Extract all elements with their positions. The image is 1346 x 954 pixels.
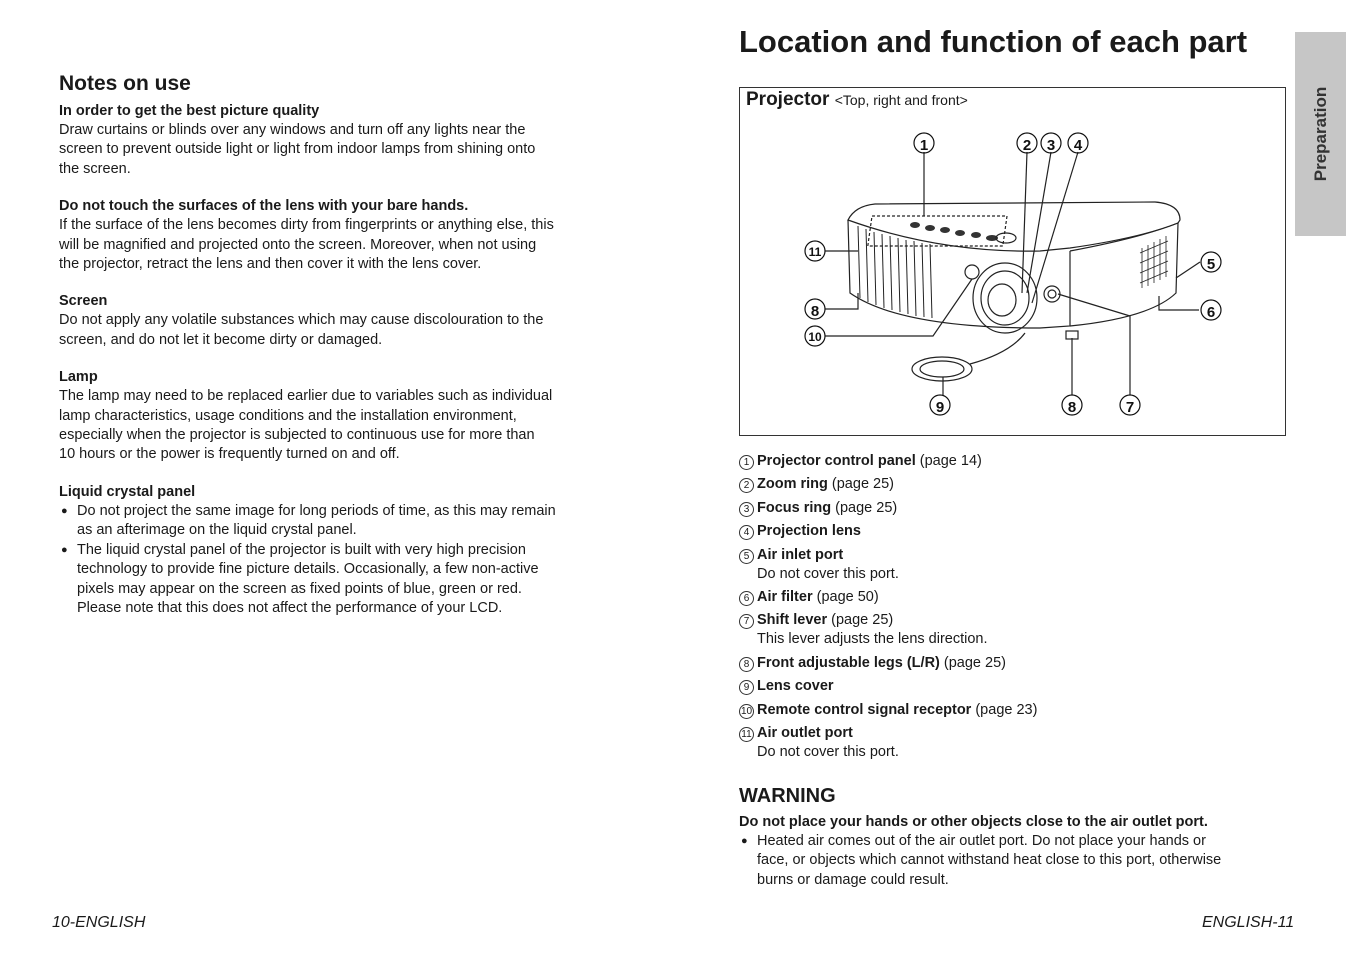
part-text	[757, 677, 834, 696]
lcd-title: Liquid crystal panel	[59, 483, 196, 500]
section-line: lamp characteristics, usage conditions and the installation environment,	[59, 407, 517, 424]
bullet-text	[77, 502, 556, 541]
part-text	[757, 588, 879, 607]
part-number-circle: 5	[739, 549, 754, 564]
part-number-circle: 1	[739, 455, 754, 470]
section-title: Do not touch the surfaces of the lens with your bare hands.	[59, 198, 469, 215]
part-name: Lens cover	[757, 678, 834, 695]
part-name: Remote control signal receptor	[757, 701, 972, 718]
part-name: Projection lens	[757, 523, 861, 540]
lcd-bullets	[59, 502, 611, 618]
section-line: 10 hours or the power is frequently turned on and off.	[59, 446, 400, 463]
bullet-text	[77, 541, 539, 619]
svg-text:2: 2	[1022, 137, 1032, 154]
section-line: Do not apply any volatile substances which may cause discolouration to the	[59, 312, 544, 329]
part-note: Do not cover this port.	[757, 743, 899, 760]
part-name: Air inlet port	[757, 546, 844, 563]
part-number-circle: 11	[739, 727, 754, 742]
part-item	[739, 677, 1299, 696]
part-ref: (page 50)	[812, 588, 879, 605]
warning-line: burns or damage could result.	[757, 871, 949, 888]
part-name: Front adjustable legs (L/R)	[757, 654, 940, 671]
notes-section	[59, 292, 611, 350]
callout-5	[1201, 252, 1221, 273]
callout-7	[1120, 395, 1140, 416]
part-name: Air filter	[757, 588, 813, 605]
part-name: Shift lever	[757, 612, 828, 629]
section-line: especially when the projector is subjected to continuous use for more than	[59, 427, 535, 444]
part-text	[757, 499, 897, 518]
part-number	[739, 546, 757, 584]
callout-10	[805, 326, 825, 346]
callout-9	[930, 395, 950, 416]
part-name: Zoom ring	[757, 476, 828, 493]
part-number-circle: 4	[739, 525, 754, 540]
section-line: screen to prevent outside light or light from indoor lamps from shining onto	[59, 141, 536, 158]
callout-11	[805, 241, 825, 261]
warning-bold-text: Do not place your hands or other objects close to the air outlet port.	[739, 814, 1208, 830]
lcd-bullet	[59, 541, 611, 619]
part-number	[739, 452, 757, 471]
part-ref: (page 14)	[915, 453, 982, 469]
part-text	[757, 522, 861, 541]
bullet-line: The liquid crystal panel of the projector is built with very high precision	[77, 541, 526, 558]
svg-text:9: 9	[935, 399, 945, 416]
part-number	[739, 654, 757, 673]
side-tab	[1295, 32, 1346, 236]
part-name: Projector control panel	[757, 453, 916, 469]
part-text	[757, 654, 1006, 673]
part-number-circle: 7	[739, 614, 754, 629]
part-number	[739, 701, 757, 720]
section-line: screen, and do not let it become dirty or damaged.	[59, 331, 383, 348]
part-item	[739, 588, 1299, 607]
warning-line: Heated air comes out of the air outlet port. Do not place your hands or	[757, 833, 1206, 849]
warning-line: face, or objects which cannot withstand heat close to this port, otherwise	[757, 852, 1222, 869]
callout-8a	[805, 299, 825, 320]
callout-6	[1201, 300, 1221, 321]
part-number-circle: 6	[739, 591, 754, 606]
part-number	[739, 724, 757, 762]
lcd-section	[59, 483, 611, 618]
notes-heading: Notes on use	[59, 72, 191, 95]
section-line: the projector, retract the lens and then cover it with the lens cover.	[59, 256, 482, 273]
notes-section	[59, 368, 611, 465]
part-item	[739, 546, 1299, 584]
part-ref: (page 25)	[827, 612, 894, 629]
warning-heading: WARNING	[739, 785, 836, 807]
bullet-dot: ●	[61, 504, 68, 517]
bullet-line: as an afterimage on the liquid crystal panel.	[77, 522, 357, 539]
part-text	[757, 546, 899, 584]
part-text	[757, 452, 982, 471]
notes-sections	[59, 102, 611, 465]
bullet-line: technology to provide fine picture details. Occasionally, a few non-active	[77, 561, 539, 578]
part-note: Do not cover this port.	[757, 565, 899, 582]
bullet-line: Do not project the same image for long periods of time, as this may remain	[77, 502, 556, 519]
part-ref: (page 23)	[971, 701, 1038, 718]
part-text	[757, 724, 899, 762]
section-line: Draw curtains or blinds over any windows and turn off any lights near the	[59, 122, 526, 138]
lcd-bullet	[59, 502, 611, 541]
part-text	[757, 611, 988, 649]
part-name: Air outlet port	[757, 724, 853, 741]
part-number-circle: 10	[740, 705, 753, 717]
section-title: In order to get the best picture quality	[59, 103, 320, 119]
part-number-circle: 3	[739, 502, 754, 517]
page-number-left: 10-ENGLISH	[52, 914, 146, 931]
warning-section	[739, 785, 1299, 890]
callout-3	[1041, 133, 1061, 154]
svg-text:8: 8	[1067, 399, 1077, 416]
bullet-dot: ●	[61, 543, 68, 556]
svg-text:4: 4	[1073, 137, 1083, 154]
figure-sublabel: <Top, right and front>	[834, 92, 968, 108]
svg-text:10: 10	[808, 330, 822, 344]
svg-text:8: 8	[810, 303, 820, 320]
callout-1	[914, 133, 934, 154]
notes-section	[59, 102, 611, 179]
callout-8b	[1062, 395, 1082, 416]
part-item	[739, 452, 1299, 471]
part-item	[739, 475, 1299, 494]
bullet-line: pixels may appear on the screen as fixed points of blue, green or red.	[77, 580, 522, 597]
part-number	[739, 611, 757, 649]
bullet-dot: ●	[741, 835, 748, 847]
part-ref: (page 25)	[831, 499, 898, 516]
svg-text:7: 7	[1125, 399, 1135, 416]
callout-2	[1017, 133, 1037, 154]
callout-4	[1068, 133, 1088, 154]
section-title: Screen	[59, 293, 108, 310]
projector-figure	[739, 87, 1286, 436]
part-item	[739, 724, 1299, 762]
figure-label-main: Projector	[746, 89, 830, 110]
part-number	[739, 677, 757, 696]
side-tab-label: Preparation	[1310, 86, 1330, 182]
part-item	[739, 522, 1299, 541]
svg-text:3: 3	[1046, 137, 1056, 154]
part-text	[757, 475, 894, 494]
notes-section	[59, 197, 611, 274]
part-item	[739, 654, 1299, 673]
part-ref: (page 25)	[939, 654, 1006, 671]
svg-text:5: 5	[1206, 256, 1216, 273]
svg-text:1: 1	[919, 137, 929, 154]
part-item	[739, 701, 1299, 720]
section-line: the screen.	[59, 160, 131, 177]
notes-on-use-column	[59, 72, 611, 636]
part-name: Focus ring	[757, 499, 832, 516]
part-number	[739, 475, 757, 494]
part-number	[739, 588, 757, 607]
svg-text:11: 11	[808, 245, 822, 259]
part-text	[757, 701, 1037, 720]
part-number	[739, 499, 757, 518]
page-number-right: ENGLISH-11	[1202, 914, 1295, 931]
page-title: Location and function of each part	[739, 24, 1248, 59]
section-line: If the surface of the lens becomes dirty from fingerprints or anything else, this	[59, 217, 554, 234]
section-line: will be magnified and projected onto the screen. Moreover, when not using	[59, 236, 537, 253]
section-title: Lamp	[59, 369, 98, 386]
svg-text:6: 6	[1206, 304, 1216, 321]
warning-bullet	[739, 832, 1299, 890]
part-number-circle: 8	[739, 657, 754, 672]
bullet-line: Please note that this does not affect the performance of your LCD.	[77, 599, 503, 616]
part-number-circle: 2	[739, 478, 754, 493]
section-line: The lamp may need to be replaced earlier due to variables such as individual	[59, 388, 553, 405]
warning-bullet-text	[757, 832, 1221, 890]
part-item	[739, 499, 1299, 518]
part-ref: (page 25)	[827, 476, 894, 493]
part-item	[739, 611, 1299, 649]
part-note: This lever adjusts the lens direction.	[757, 631, 988, 648]
parts-list	[739, 452, 1299, 766]
projector-illustration	[740, 88, 1285, 435]
part-number-circle: 9	[739, 680, 754, 695]
part-number	[739, 522, 757, 541]
